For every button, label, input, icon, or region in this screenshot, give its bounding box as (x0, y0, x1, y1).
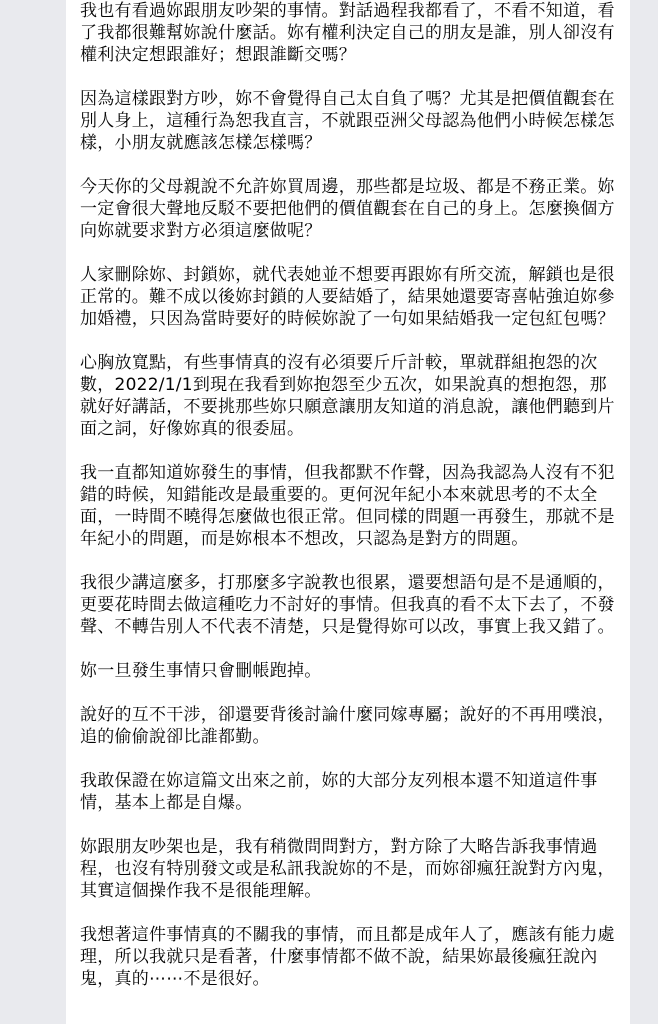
post-paragraph: 心胸放寬點，有些事情真的沒有必須要斤斤計較，單就群組抱怨的次數，2022/1/1到現在我看到妳抱怨至少五次，如果說真的想抱怨，那就好好講話，不要挑那些妳只願意讓朋友知道的消息說，讓他們聽到片面之詞，好像妳真的很委屈。 (80, 353, 615, 439)
post-paragraph: 我一直都知道妳發生的事情，但我都默不作聲，因為我認為人沒有不犯錯的時候，知錯能改是最重要的。更何況年紀小本來就思考的不太全面，一時間不曉得怎麼做也很正常。但同樣的問題一再發生，那就不是年紀小的問題，而是妳根本不想改，只認為是對方的問題。 (80, 463, 615, 549)
post-paragraph: 今天你的父母親說不允許妳買周邊，那些都是垃圾、都是不務正業。妳一定會很大聲地反駁不要把他們的價值觀套在自己的身上。怎麼換個方向妳就要求對方必須這麼做呢？ (80, 177, 615, 241)
post-paragraph: 我想著這件事情真的不關我的事情，而且都是成年人了，應該有能力處理，所以我就只是看著，什麼事情都不做不說，結果妳最後瘋狂說內鬼，真的⋯⋯不是很好。 (80, 925, 615, 989)
post-paragraph: 說好的互不干涉，卻還要背後討論什麼同嫁專屬；說好的不再用噗浪，追的偷偷說卻比誰都勤。 (80, 705, 615, 747)
post-paragraph: 妳一旦發生事情只會刪帳跑掉。 (80, 661, 322, 681)
post-paragraph: 我也有看過妳跟朋友吵架的事情。對話過程我都看了，不看不知道，看了我都很難幫妳說什麼話。妳有權利決定自己的朋友是誰，別人卻沒有權利決定想跟誰好；想跟誰斷交嗎？ (80, 1, 615, 65)
post-card (66, 0, 630, 1024)
post-body (80, 0, 620, 1012)
post-paragraph: 妳跟朋友吵架也是，我有稍微問問對方，對方除了大略告訴我事情過程，也沒有特別發文或是私訊我說妳的不是，而妳卻瘋狂說對方內鬼，其實這個操作我不是很能理解。 (80, 837, 615, 901)
post-paragraph: 我很少講這麼多，打那麼多字說教也很累，還要想語句是不是通順的，更要花時間去做這種吃力不討好的事情。但我真的看不太下去了，不發聲、不轉告別人不代表不清楚，只是覺得妳可以改，事實上我又錯了。 (80, 573, 615, 637)
post-paragraph: 我敢保證在妳這篇文出來之前，妳的大部分友列根本還不知道這件事情，基本上都是自爆。 (80, 771, 598, 813)
post-paragraph: 人家刪除妳、封鎖妳，就代表她並不想要再跟妳有所交流，解鎖也是很正常的。難不成以後妳封鎖的人要結婚了，結果她還要寄喜帖強迫妳參加婚禮，只因為當時要好的時候妳說了一句如果結婚我一定包紅包嗎？ (80, 265, 615, 329)
post-paragraph: 因為這樣跟對方吵，妳不會覺得自己太自負了嗎？尤其是把價值觀套在別人身上，這種行為恕我直言，不就跟亞洲父母認為他們小時候怎樣怎樣，小朋友就應該怎樣怎樣嗎？ (80, 89, 615, 153)
